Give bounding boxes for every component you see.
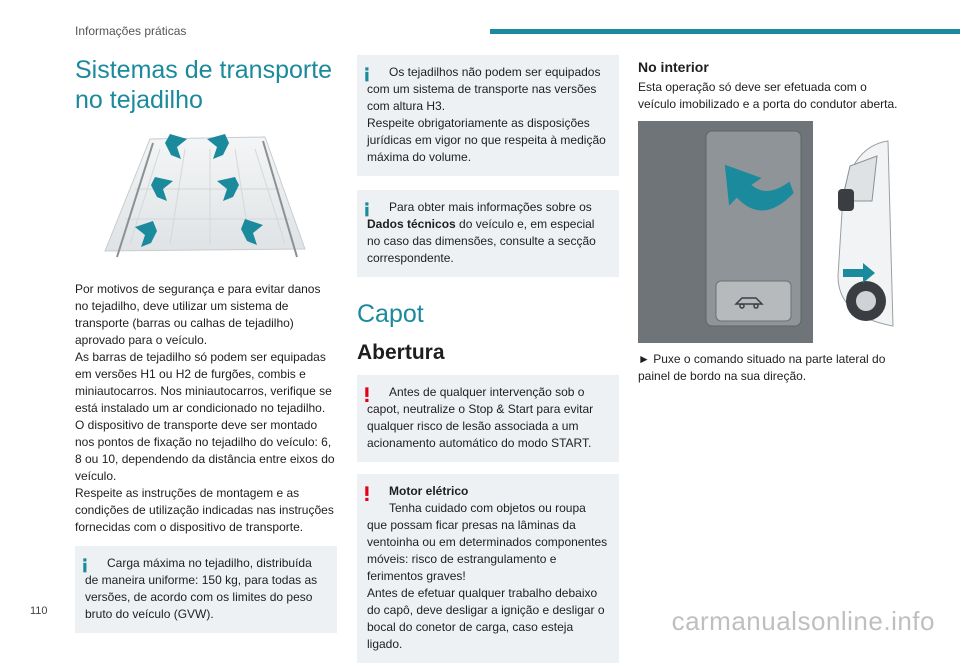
warning-electric-text-2: Antes de efetuar qualquer trabalho debaixo do capô, deve desligar a ignição e desligar o bocal do conetor de carga, caso esteja ligado. xyxy=(367,586,605,651)
info-technical-text: Para obter mais informações sobre os Dados técnicos do veículo e, em especial no caso das dimensões, consulte a secção correspondente. xyxy=(367,200,596,265)
info-max-load-text: Carga máxima no tejadilho, distribuída de maneira uniforme: 150 kg, para todas as versões, de acordo com os limites do peso bruto do veículo (GVW). xyxy=(85,556,318,621)
roof-systems-title: Sistemas de transporte no tejadilho xyxy=(75,56,333,114)
info-box-max-load xyxy=(75,546,337,633)
capot-title: Capot xyxy=(357,300,424,328)
roof-rack-illustration xyxy=(75,129,337,269)
info-volume-text: Respeite obrigatoriamente as disposições jurídicas em vigor no que respeita à medição máxima do volume. xyxy=(367,116,606,164)
header-section-title: Informações práticas xyxy=(75,24,187,38)
roof-para-1: Por motivos de segurança e para evitar danos no tejadilho, deve utilizar um sistema de transporte (barras ou calhas de tejadilho) aprovado para o veículo. xyxy=(75,282,321,347)
info-icon xyxy=(82,554,96,578)
column-1 xyxy=(75,55,337,633)
step-pull-lever: ► Puxe o comando situado na parte lateral do painel de bordo na sua direção. xyxy=(638,352,886,383)
hood-release-illustration xyxy=(638,121,900,343)
roof-para-2: As barras de tejadilho só podem ser equipadas em versões H1 ou H2 de furgões, combis e miniautocarros. Nos miniautocarros, verifique se está instalado um ar condicionado no tejadilho. xyxy=(75,350,332,415)
watermark: carmanualsonline.info xyxy=(671,606,935,636)
column-2 xyxy=(357,55,619,663)
warning-box-electric-motor xyxy=(357,474,619,663)
warning-stop-start-text: Antes de qualquer intervenção sob o capot, neutralize o Stop & Start para evitar qualquer risco de lesão associada a um acionamento automático do modo START. xyxy=(367,385,594,450)
info-icon xyxy=(364,198,378,222)
info-icon xyxy=(364,63,378,87)
interior-subtitle: No interior xyxy=(638,59,709,75)
roof-para-4: Respeite as instruções de montagem e as condições de utilização indicadas nas instruções fornecidas com o dispositivo de transporte. xyxy=(75,486,334,534)
info-box-h3 xyxy=(357,55,619,176)
page-number: 110 xyxy=(30,605,48,617)
info-box-technical xyxy=(357,190,619,277)
warning-icon xyxy=(364,383,378,407)
warning-electric-title: Motor elétrico xyxy=(389,484,469,498)
info-h3-text: Os tejadilhos não podem ser equipados com um sistema de transporte nas versões com altura H3. xyxy=(367,65,601,113)
warning-icon xyxy=(364,482,378,506)
technical-data-link: Dados técnicos xyxy=(367,217,456,231)
column-3 xyxy=(638,55,900,385)
header-accent-bar xyxy=(490,29,960,34)
interior-intro: Esta operação só deve ser efetuada com o veículo imobilizado e a porta do condutor aberta. xyxy=(638,80,898,111)
warning-electric-text-1: Tenha cuidado com objetos ou roupa que possam ficar presas na lâminas da ventoinha ou em determinados componentes móveis: risco de estrangulamento e ferimentos graves! xyxy=(367,501,608,583)
roof-para-3: O dispositivo de transporte deve ser montado nos pontos de fixação no tejadilho do veículo: 6, 8 ou 10, dependendo da distância entre eixos do veículo. xyxy=(75,418,335,483)
abertura-title: Abertura xyxy=(357,341,445,364)
warning-box-stop-start xyxy=(357,375,619,462)
